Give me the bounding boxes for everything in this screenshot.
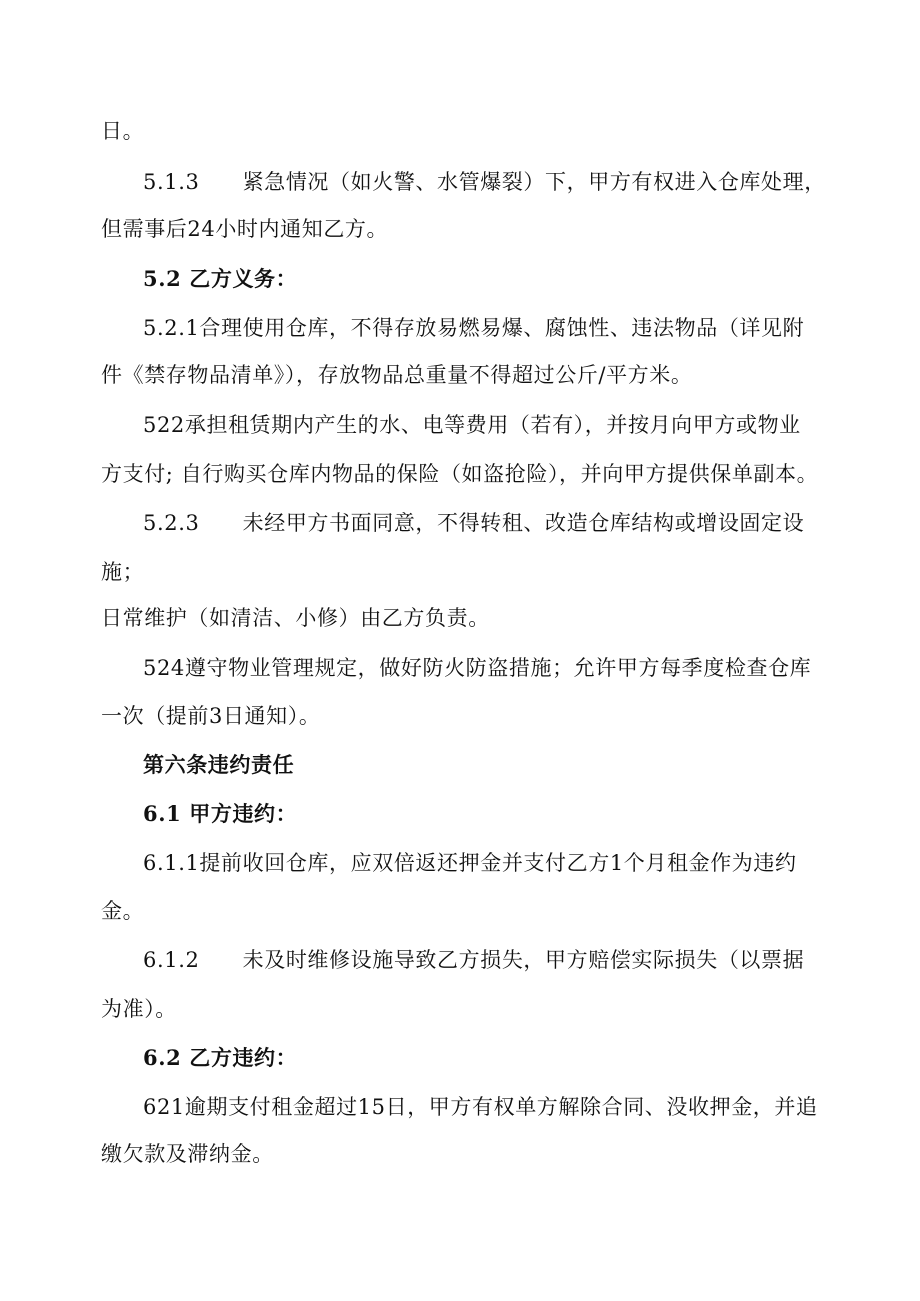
clause-5-1-3: 5.1.3 紧急情况（如火警、水管爆裂）下，甲方有权进入仓库处理， bbox=[143, 170, 826, 194]
article-heading-6: 第六条违约责任 bbox=[143, 752, 295, 777]
text-line: 缴欠款及滞纳金。 bbox=[101, 1142, 274, 1166]
clause-5-2-4: 524遵守物业管理规定，做好防火防盗措施；允许甲方每季度检查仓库 bbox=[143, 656, 812, 680]
clause-5-2-3: 5.2.3 未经甲方书面同意，不得转租、改造仓库结构或增设固定设 bbox=[143, 511, 805, 535]
text-line: 一次（提前3日通知）。 bbox=[101, 704, 321, 728]
section-heading-5-2: 5.2 乙方义务： bbox=[143, 266, 298, 291]
section-heading-6-2: 6.2 乙方违约： bbox=[143, 1045, 298, 1070]
text-line: 日常维护（如清洁、小修）由乙方负责。 bbox=[101, 606, 490, 630]
clause-6-2-1: 621逾期支付租金超过15日，甲方有权单方解除合同、没收押金，并追 bbox=[143, 1095, 818, 1119]
clause-5-2-1: 5.2.1合理使用仓库，不得存放易燃易爆、腐蚀性、违法物品（详见附 bbox=[143, 316, 805, 340]
text-line: 金。 bbox=[101, 899, 145, 923]
text-line: 日。 bbox=[101, 119, 145, 143]
text-line: 施； bbox=[101, 560, 145, 584]
clause-6-1-2: 6.1.2 未及时维修设施导致乙方损失，甲方赔偿实际损失（以票据 bbox=[143, 948, 805, 972]
text-line: 为准）。 bbox=[101, 997, 177, 1021]
text-line: 方支付; 自行购买仓库内物品的保险（如盗抢险），并向甲方提供保单副本。 bbox=[101, 462, 819, 486]
section-heading-6-1: 6.1 甲方违约： bbox=[143, 801, 298, 826]
text-line: 但需事后24小时内通知乙方。 bbox=[101, 217, 389, 241]
clause-6-1-1: 6.1.1提前收回仓库，应双倍返还押金并支付乙方1个月租金作为违约 bbox=[143, 851, 797, 875]
text-line: 件《禁存物品清单》），存放物品总重量不得超过公斤/平方米。 bbox=[101, 363, 693, 387]
clause-5-2-2: 522承担租赁期内产生的水、电等费用（若有），并按月向甲方或物业 bbox=[143, 413, 801, 437]
